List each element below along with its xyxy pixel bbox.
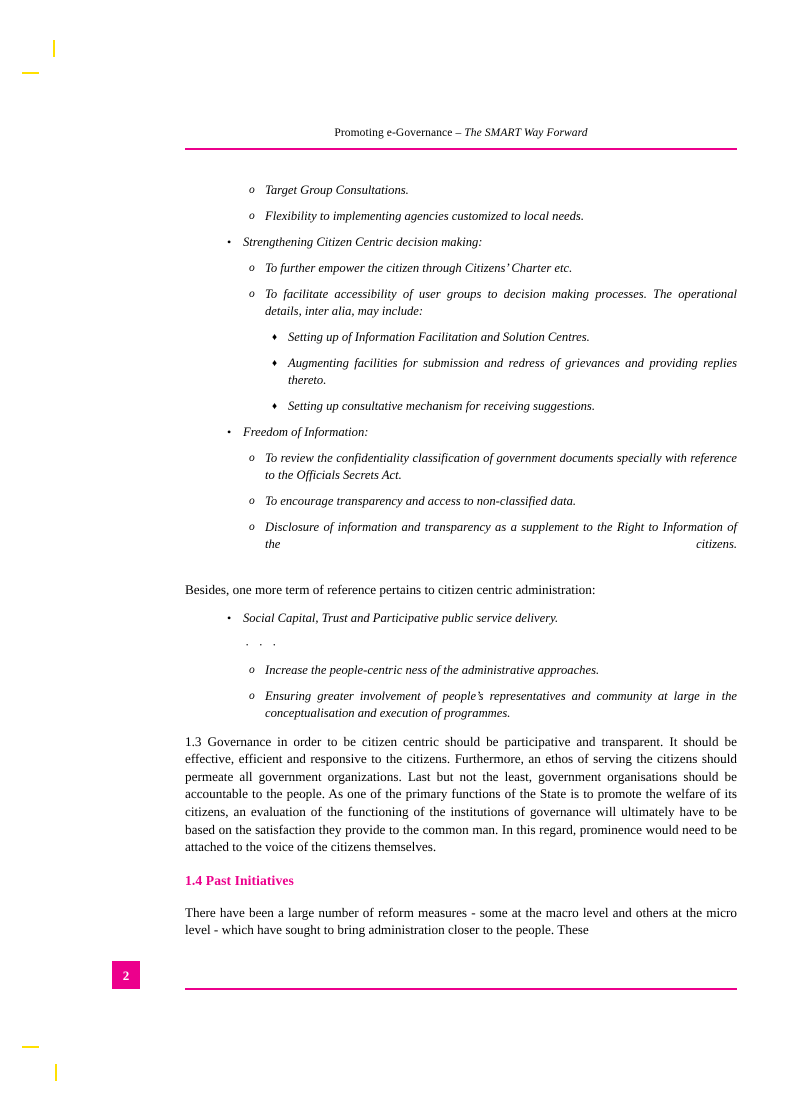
list-item-text: To review the confidentiality classification of government documents specially with reference to the Officials Secrets Act. bbox=[265, 451, 737, 482]
list-marker-level3: ♦ bbox=[272, 332, 278, 343]
list-item bbox=[185, 610, 737, 627]
list-item-text: To facilitate accessibility of user groups to decision making processes. The operational details, inter alia, may include: bbox=[265, 287, 737, 318]
running-head bbox=[185, 127, 737, 139]
list-item bbox=[185, 398, 737, 415]
list-item bbox=[185, 450, 737, 484]
crop-mark-bottom-left-horizontal bbox=[22, 1046, 39, 1048]
page-number-badge: 2 bbox=[112, 961, 140, 989]
document-page bbox=[185, 0, 737, 1120]
list-item bbox=[185, 260, 737, 277]
list-marker-level3: ♦ bbox=[272, 401, 278, 412]
list-item-text: Freedom of Information: bbox=[243, 425, 369, 439]
list-item bbox=[185, 329, 737, 346]
list-marker-level2: o bbox=[249, 288, 255, 300]
list-item-text: To further empower the citizen through Citizens’ Charter etc. bbox=[265, 261, 573, 275]
page-body bbox=[185, 182, 737, 939]
paragraph-1-3: 1.3 Governance in order to be citizen centric should be participative and transparent. It should be effective, efficient and responsive to the citizens. Furthermore, an ethos of serving the citizens should permeate all government organizations. Last but not the least, government organisations should be accountable to the people. As one of the primary functions of the State is to promote the welfare of its citizens, an evaluation of the functioning of the institutions of governance will ultimately have to be based on the satisfaction they provide to the common man. In this regard, prominence would need to be attached to the voice of the citizens themselves. bbox=[185, 733, 737, 855]
list-marker-level2: o bbox=[249, 452, 255, 464]
list-item-text: Setting up consultative mechanism for receiving suggestions. bbox=[288, 399, 595, 413]
section-heading-1-4: 1.4 Past Initiatives bbox=[185, 872, 294, 888]
list-ellipsis: · · · bbox=[245, 636, 280, 652]
paragraph-1-4: There have been a large number of reform measures - some at the macro level and others at the micro level - which have sought to bring administration closer to the people. These bbox=[185, 904, 737, 938]
list-marker-level2: o bbox=[249, 521, 255, 533]
list-item bbox=[185, 688, 737, 722]
list-item-text: Flexibility to implementing agencies customized to local needs. bbox=[265, 209, 584, 223]
list-marker-level2: o bbox=[249, 663, 255, 676]
crop-mark-top-left-vertical bbox=[53, 40, 55, 57]
list-item bbox=[185, 519, 737, 570]
list-marker-level2: o bbox=[249, 495, 255, 507]
list-item bbox=[185, 182, 737, 199]
list-item bbox=[185, 286, 737, 320]
list-item bbox=[185, 208, 737, 225]
list-marker-level2: o bbox=[249, 184, 255, 196]
list-item-text: Increase the people-centric ness of the administrative approaches. bbox=[265, 662, 600, 677]
list-marker-level2: o bbox=[249, 262, 255, 274]
list-item-text: Setting up of Information Facilitation and Solution Centres. bbox=[288, 330, 590, 344]
list-item bbox=[185, 493, 737, 510]
header-rule bbox=[185, 148, 737, 150]
list-item-text: Disclosure of information and transparency as a supplement to the Right to Information of the citizens. bbox=[265, 520, 737, 551]
list-marker-level2: o bbox=[249, 689, 255, 702]
list-marker-level3: ♦ bbox=[272, 358, 278, 369]
footer-rule bbox=[185, 988, 737, 990]
list-item-text: To encourage transparency and access to non-classified data. bbox=[265, 494, 577, 508]
list-item-text: Strengthening Citizen Centric decision making: bbox=[243, 235, 483, 249]
list-item bbox=[185, 355, 737, 389]
list-marker-level1: • bbox=[227, 425, 232, 439]
list-item-text: Ensuring greater involvement of people’s representatives and community at large in the conceptualisation and execution of programmes. bbox=[265, 688, 737, 720]
crop-mark-bottom-left-vertical bbox=[55, 1064, 57, 1081]
list-item-text: Target Group Consultations. bbox=[265, 183, 409, 197]
besides-paragraph: Besides, one more term of reference pertains to citizen centric administration: bbox=[185, 582, 596, 597]
list-item-text: Social Capital, Trust and Participative public service delivery. bbox=[243, 610, 559, 625]
list-item bbox=[185, 234, 737, 251]
running-head-plain: Promoting e-Governance – bbox=[334, 127, 465, 139]
crop-mark-top-left-horizontal bbox=[22, 72, 39, 74]
list-item bbox=[185, 662, 737, 679]
list-item-text: Augmenting facilities for submission and redress of grievances and providing replies thereto. bbox=[288, 356, 737, 387]
list-marker-level1: • bbox=[227, 235, 232, 249]
list-item bbox=[185, 424, 737, 441]
list-marker-level1: • bbox=[227, 610, 232, 625]
list-marker-level2: o bbox=[249, 210, 255, 222]
running-head-italic: The SMART Way Forward bbox=[464, 127, 588, 139]
